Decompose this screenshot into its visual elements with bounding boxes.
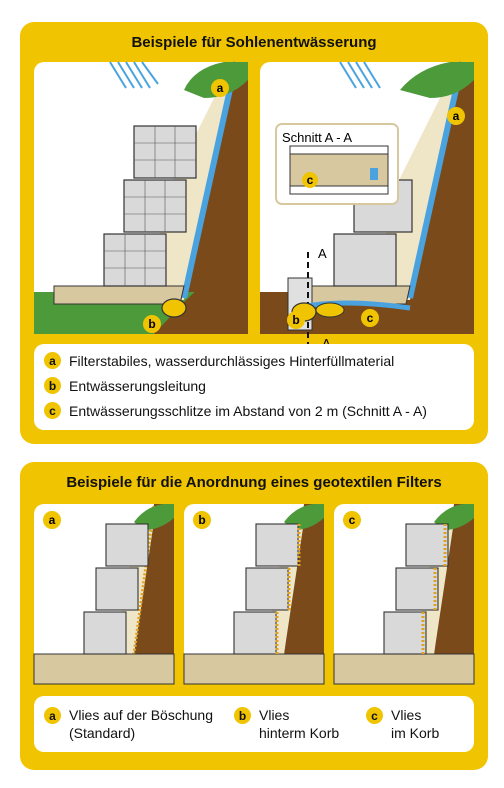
- geotextile-diagram-c: [334, 504, 474, 684]
- badge-c: c: [366, 311, 374, 325]
- legend-item-b: [234, 706, 339, 742]
- badge-a: a: [452, 109, 460, 123]
- legend-badge: b: [234, 707, 251, 724]
- legend-text: Entwässerungsschlitze im Abstand von 2 m (Schnitt A - A): [69, 402, 427, 419]
- legend-item-a: [44, 352, 394, 369]
- legend-text: Filterstabiles, wasserdurchlässiges Hinterfüllmaterial: [69, 352, 395, 369]
- legend-line1: Vlies auf der Böschung: [69, 707, 213, 723]
- drainage-diagram-right: [260, 62, 474, 334]
- legend-line1: Vlies: [259, 707, 290, 723]
- legend-text: Entwässerungsleitung: [69, 377, 206, 394]
- legend-badge: a: [44, 352, 61, 369]
- legend-badge: c: [366, 707, 383, 724]
- drainage-title: Beispiele für Sohlenentwässerung: [131, 34, 377, 51]
- badge-b: b: [292, 313, 300, 327]
- legend-line1: Vlies: [391, 707, 422, 723]
- badge-b: b: [148, 317, 156, 331]
- geotextile-legend: [34, 696, 474, 752]
- legend-line2: (Standard): [69, 725, 136, 741]
- geotextile-diagram-b: [184, 504, 324, 684]
- legend-item-c: [366, 706, 439, 742]
- cut-label-top: A: [318, 246, 327, 261]
- drainage-legend: [34, 344, 474, 430]
- legend-badge: a: [44, 707, 61, 724]
- legend-item-b: [44, 377, 206, 394]
- legend-item-a: [44, 706, 213, 742]
- badge-a: a: [216, 81, 224, 95]
- drainage-diagram-left: [34, 62, 248, 334]
- legend-badge: c: [44, 402, 61, 419]
- diagram-badge: a: [48, 513, 56, 527]
- legend-line2: hinterm Korb: [259, 725, 340, 741]
- legend-line2: im Korb: [391, 725, 440, 741]
- drainage-panel: [20, 22, 488, 444]
- legend-item-c: [44, 402, 427, 419]
- section-label: Schnitt A - A: [282, 130, 353, 145]
- geotextile-diagram-a: [34, 504, 174, 684]
- geotextile-panel: [20, 462, 488, 770]
- section-badge: c: [306, 173, 314, 187]
- diagram-badge: c: [348, 513, 356, 527]
- diagram-badge: b: [198, 513, 206, 527]
- geotextile-title: Beispiele für die Anordnung eines geotextilen Filters: [66, 474, 442, 491]
- legend-badge: b: [44, 377, 61, 394]
